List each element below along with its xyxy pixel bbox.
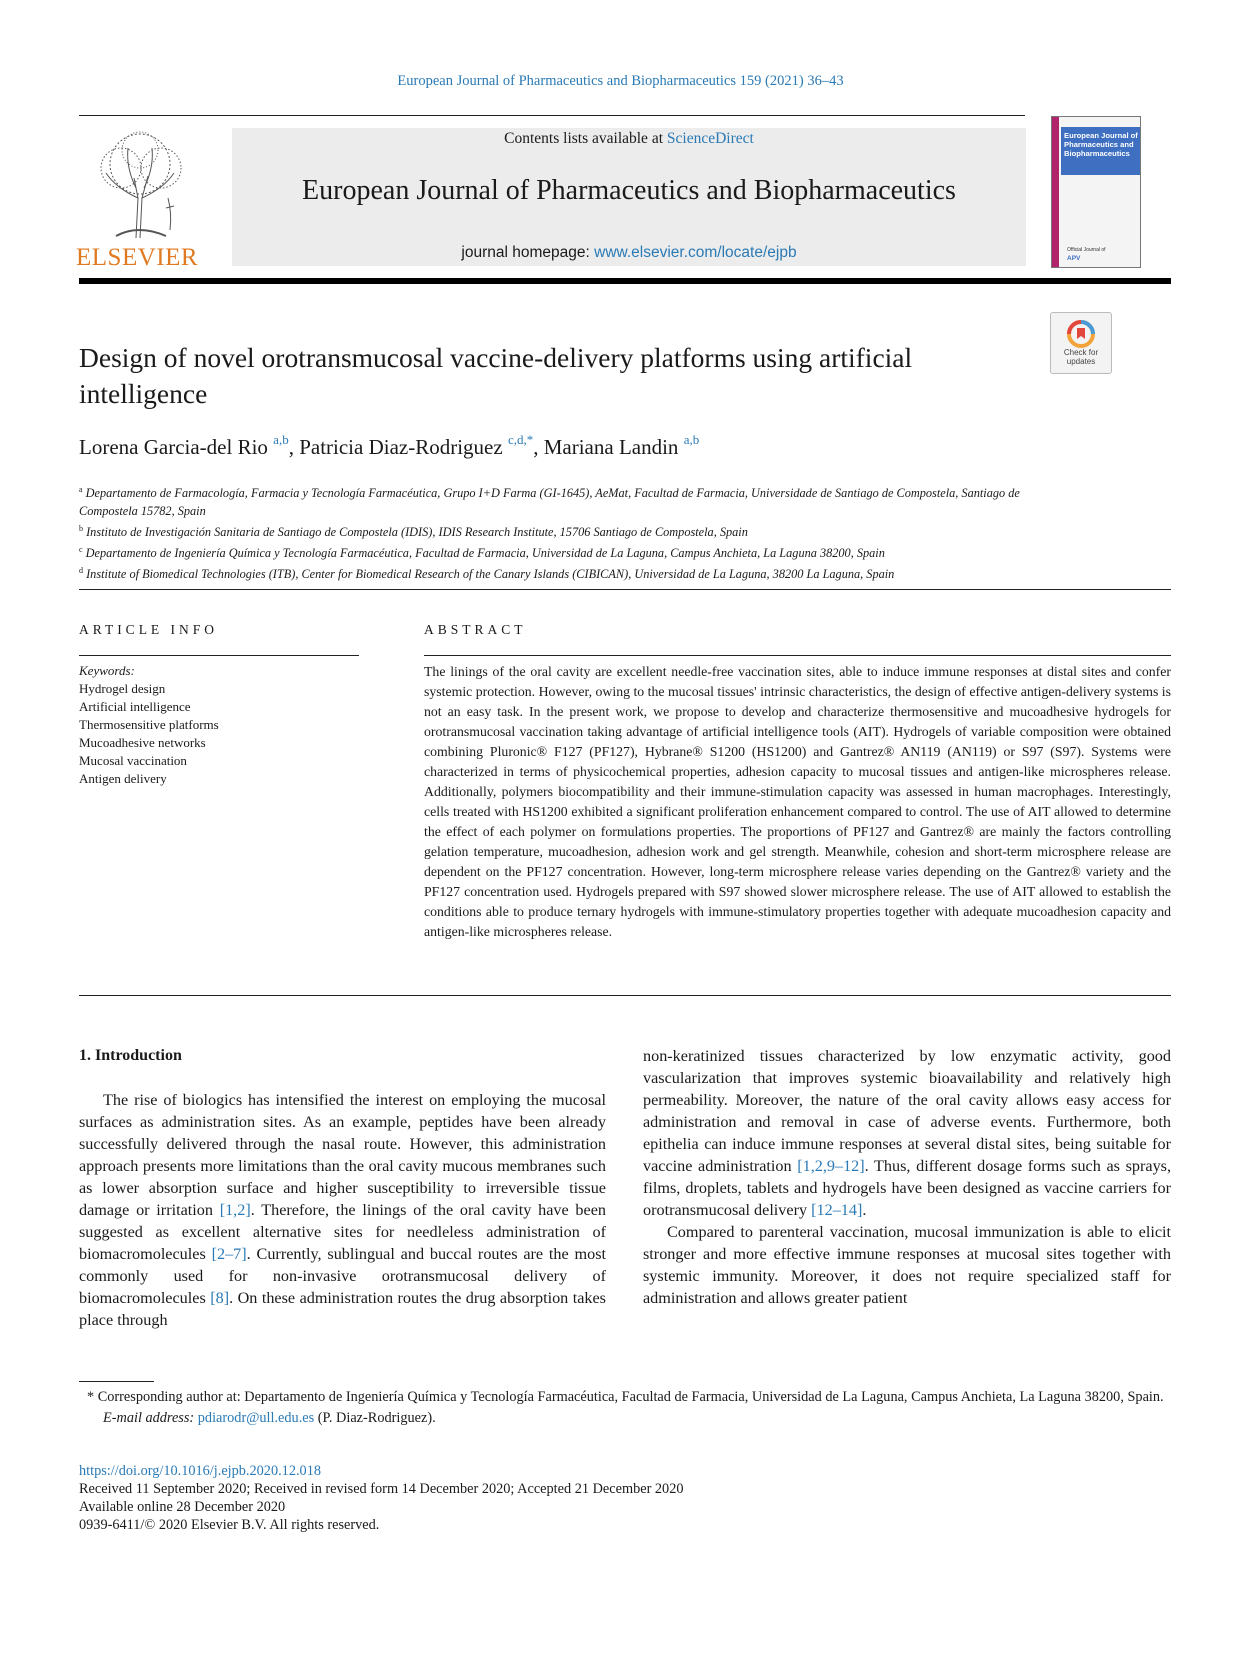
cover-title: European Journal of Pharmaceutics and Biopharmaceutics xyxy=(1061,127,1140,175)
citation-link[interactable]: [1,2,9–12] xyxy=(797,1157,865,1175)
citation-link[interactable]: [1,2] xyxy=(219,1201,251,1219)
cover-apv-logo: APV xyxy=(1067,255,1081,262)
affiliations xyxy=(79,481,1079,583)
keywords-heading: Keywords: xyxy=(79,663,135,678)
abstract-text: The linings of the oral cavity are excellent needle-free vaccination sites, able to induce immune responses at distal sites and confer systemic protection. However, owing to the mucosal tissues' intrinsic characteristics, the design of effective antigen-delivery systems is not an easy task. In the present work, we propose to develop and characterize thermosensitive and mucoadhesive hydrogels for orotransmucosal vaccination taking advantage of artificial intelligence tools (AIT). Hydrogels of variable composition were obtained combining Pluronic® F127 (PF127), Hybrane® S1200 (HS1200) and Gantrez® AN119 (AN119) or S97 (S97). Systems were characterized in terms of physicochemical properties, adhesion capacity to mucosal tissues and antigen-like microspheres release. Additionally, polymers biocompatibility and their immune-stimulation capacity was assessed in human macrophages. Interestingly, cells treated with HS1200 exhibited a significant proliferation enhancement compared to control. The use of AIT allowed to determine the effect of each polymer on formulations properties. The proportions of PF127 and Gantrez® are mainly the factors controlling gelation temperature, mucoadhesion, adhesion work and gel strength. Meanwhile, cohesion and short-term microsphere release are dependent on the PF127 concentration. However, long-term microsphere release varies depending on the Gantrez® variety and the PF127 concentration used. Hydrogels prepared with S97 showed slower microsphere release. The use of AIT allowed to establish the conditions able to produce ternary hydrogels with immune-stimulatory properties together with adequate mucoadhesion capacity and antigen-like microspheres release. xyxy=(424,664,1171,939)
affiliation-item xyxy=(79,541,1079,562)
keywords-block xyxy=(79,662,359,788)
publication-info xyxy=(79,1462,1171,1534)
affiliation-text: Instituto de Investigación Sanitaria de Santiago de Compostela (IDIS), IDIS Research Institute, 15706 Santiago de Compostela, Spain xyxy=(86,525,748,540)
journal-cover-thumbnail[interactable] xyxy=(1051,116,1141,268)
author-affiliation-sup[interactable]: a,b xyxy=(273,432,289,447)
journal-homepage-link[interactable]: www.elsevier.com/locate/ejpb xyxy=(594,244,797,261)
keyword-item: Antigen delivery xyxy=(79,771,167,786)
sciencedirect-link[interactable]: ScienceDirect xyxy=(666,130,754,147)
affiliations-rule xyxy=(79,589,1171,590)
header-thick-rule xyxy=(79,278,1171,284)
body-paragraph xyxy=(643,1045,1171,1221)
body-text: . On these administration routes the drug absorption takes place through xyxy=(79,1289,606,1329)
abstract-heading: ABSTRACT xyxy=(424,622,527,637)
body-text: . Therefore, the linings of the oral cavity have been suggested as excellent alternative sites for needleless administration of biomacromolecules xyxy=(79,1201,606,1263)
article-title: Design of novel orotransmucosal vaccine-delivery platforms using artificial intelligence xyxy=(79,342,913,409)
email-line xyxy=(79,1408,1171,1429)
body-column-left xyxy=(79,1045,606,1331)
body-text: . Currently, sublingual and buccal routes are the most commonly used for non-invasive orotransmucosal delivery of biomacromolecules xyxy=(79,1245,606,1307)
affiliation-item xyxy=(79,481,1079,520)
author-affiliation-sup[interactable]: c,d,* xyxy=(507,432,534,447)
contents-available-line xyxy=(232,130,1026,148)
corresponding-author-text: * Corresponding author at: Departamento de Ingeniería Química y Tecnología Farmacéutica, Facultad de Farmacia, Universidad de La Laguna, Campus Anchieta, La Laguna 38200, Spain. xyxy=(87,1389,1164,1405)
journal-masthead xyxy=(232,128,1026,266)
abstract-rule xyxy=(424,655,1171,656)
check-for-updates-button[interactable] xyxy=(1050,312,1112,374)
affiliation-item xyxy=(79,562,1079,583)
affiliation-text: Departamento de Farmacología, Farmacia y Tecnología Farmacéutica, Grupo I+D Farma (GI-1645), AeMat, Facultad de Farmacia, Universidade de Santiago de Compostela, Santiago de Compostela 15782, Spain xyxy=(79,486,1020,519)
affiliation-marker: c xyxy=(79,545,83,555)
affiliation-text: Departamento de Ingeniería Química y Tecnología Farmacéutica, Facultad de Farmacia, Universidad de La Laguna, Campus Anchieta, La Laguna 38200, Spain xyxy=(85,546,885,561)
corresponding-author-footnote xyxy=(79,1387,1171,1429)
body-paragraph xyxy=(79,1089,606,1331)
received-dates: Received 11 September 2020; Received in revised form 14 December 2020; Accepted 21 December 2020 xyxy=(79,1481,684,1497)
body-text: . xyxy=(862,1201,867,1219)
section-heading-introduction: 1. Introduction xyxy=(79,1047,182,1064)
body-paragraph: Compared to parenteral vaccination, mucosal immunization is able to elicit stronger and more effective immune responses at mucosal sites together with systemic immunity. Moreover, it does not require specialized staff for administration and allows greater patient xyxy=(643,1223,1171,1307)
elsevier-wordmark[interactable]: ELSEVIER xyxy=(76,244,199,271)
keyword-item: Mucoadhesive networks xyxy=(79,735,206,750)
body-column-right xyxy=(643,1045,1171,1309)
body-text: . Thus, different dosage forms such as sprays, films, droplets, tablets and hydrogels have been designed as vaccine carriers for orotransmucosal delivery xyxy=(643,1157,1172,1219)
citation-link[interactable]: [8] xyxy=(210,1289,230,1307)
citation-link[interactable]: [2–7] xyxy=(211,1245,247,1263)
journal-name: European Journal of Pharmaceutics and Biopharmaceutics xyxy=(302,175,956,206)
article-info-heading: ARTICLE INFO xyxy=(79,622,219,637)
journal-homepage-line xyxy=(232,244,1026,262)
doi-link[interactable]: https://doi.org/10.1016/j.ejpb.2020.12.018 xyxy=(79,1463,321,1479)
copyright-line: 0939-6411/© 2020 Elsevier B.V. All rights reserved. xyxy=(79,1517,380,1533)
email-suffix: (P. Diaz-Rodriguez). xyxy=(314,1410,436,1426)
body-text: The rise of biologics has intensified the interest on employing the mucosal surfaces as administration sites. As an example, peptides have been already successfully delivered through the nasal route. However, this administration approach presents more limitations than the oral cavity mucous membranes such as lower absorption surface and higher susceptibility to irreversible tissue damage or irritation xyxy=(79,1091,606,1219)
check-updates-label: Check for updates xyxy=(1063,348,1099,366)
footnote-rule xyxy=(79,1381,154,1382)
author-list: Lorena Garcia-del Rio $^{a,b}$, Patricia Diaz-Rodriguez $^{c,d,*}$, Mariana Landin $^{a,b}$ xyxy=(79,432,700,459)
cover-official-text: Official Journal of xyxy=(1067,247,1106,253)
body-text: non-keratinized tissues characterized by low enzymatic activity, good vascularization that improves systemic bioavailability and relatively high permeability. Moreover, the nature of the oral cavity allows easy access for administration and removal in case of adverse events. Furthermore, both epithelia can induce immune responses at several distal sites, being suitable for vaccine administration xyxy=(643,1047,1171,1175)
keyword-item: Artificial intelligence xyxy=(79,699,191,714)
email-link[interactable]: pdiarodr@ull.edu.es xyxy=(197,1410,315,1426)
affiliation-item xyxy=(79,520,1079,541)
homepage-prefix: journal homepage: xyxy=(461,244,595,261)
journal-citation[interactable]: European Journal of Pharmaceutics and Biopharmaceutics 159 (2021) 36–43 xyxy=(397,73,844,89)
email-label: E-mail address: xyxy=(103,1410,198,1426)
cover-color-band xyxy=(1052,117,1059,267)
affiliation-marker: d xyxy=(79,566,83,576)
author-name[interactable]: Mariana Landin xyxy=(543,435,679,459)
affiliation-text: Institute of Biomedical Technologies (ITB), Center for Biomedical Research of the Canary Islands (CIBICAN), Universidad de La Laguna, 38200 La Laguna, Spain xyxy=(86,567,895,582)
available-online-date: Available online 28 December 2020 xyxy=(79,1499,286,1515)
keyword-item: Hydrogel design xyxy=(79,681,166,696)
keyword-item: Mucosal vaccination xyxy=(79,753,187,768)
citation-link[interactable]: [12–14] xyxy=(811,1201,863,1219)
abstract-bottom-rule xyxy=(79,995,1171,996)
affiliation-marker: b xyxy=(79,524,83,534)
article-info-rule xyxy=(79,655,359,656)
check-updates-icon xyxy=(1066,319,1096,349)
header-rule xyxy=(79,115,1025,116)
contents-prefix: Contents lists available at xyxy=(504,130,667,147)
author-affiliation-sup[interactable]: a,b xyxy=(683,432,700,447)
affiliation-marker: a xyxy=(79,485,83,494)
author-name[interactable]: Patricia Diaz-Rodriguez xyxy=(299,435,503,459)
author-name[interactable]: Lorena Garcia-del Rio xyxy=(79,435,268,459)
keyword-item: Thermosensitive platforms xyxy=(79,717,219,732)
